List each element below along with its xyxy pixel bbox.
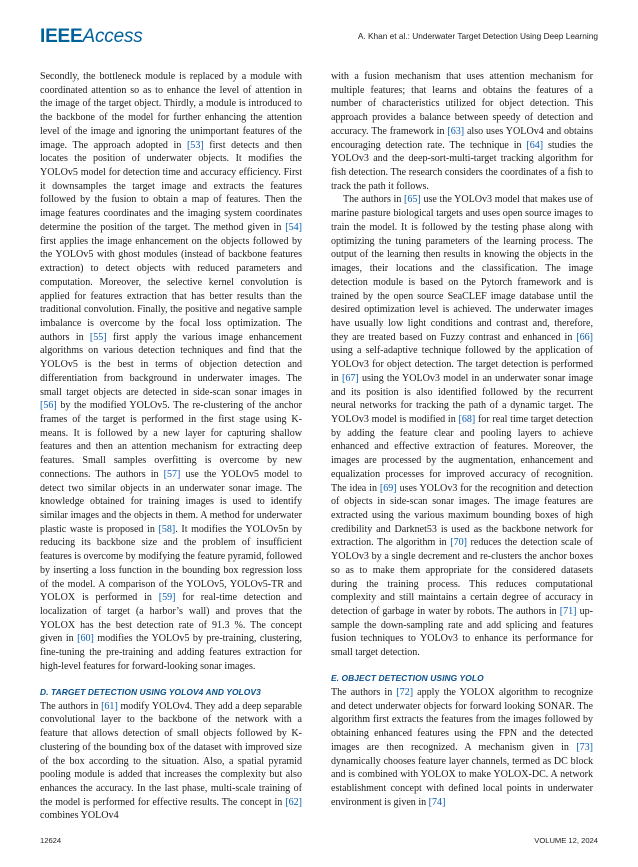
paragraph xyxy=(331,686,593,809)
text-run: Secondly, the bottleneck module is replaced by a module with coordinated attention so as to enhance the level of attention in the image of the target object. Thirdly, a module is introduced to the backbone of the model for further enhancing the attention level of the image and ignoring the unimportant features of the image. The approach adopted in xyxy=(40,71,302,151)
logo-ieee-text: IEEE xyxy=(40,26,83,47)
text-run: The authors in xyxy=(343,194,405,206)
logo-access-text: Access xyxy=(82,26,143,47)
paragraph xyxy=(331,70,593,193)
section-heading-e: E. OBJECT DETECTION USING YOLO xyxy=(331,672,484,683)
ieee-access-logo xyxy=(40,26,143,48)
citation-link[interactable]: [63] xyxy=(447,125,465,137)
text-run: up-sample the down-sampling rate and add splicing and features fusion techniques to YOLOv3 to enhance its performance for small target detection. xyxy=(331,606,594,659)
text-run: using the YOLOv3 model in an underwater sonar image and its position is also identified followed by the recurrent neural networks for tracking the path of a dynamic target. The YOLOv3 model is modified in xyxy=(331,372,594,425)
text-run: The authors in xyxy=(331,686,397,698)
citation-link[interactable]: [57] xyxy=(163,468,181,480)
citation-link[interactable]: [53] xyxy=(186,139,204,151)
section-heading-d: D. TARGET DETECTION USING YOLOV4 AND YOLOV3 xyxy=(40,686,261,697)
volume-info: VOLUME 12, 2024 xyxy=(534,836,598,845)
text-run: reduces the detection scale of YOLOv3 by a single decrement and re-clusters the anchor boxes so as to make them appropriate for the considered datasets during the training process. This reduces computational complexity and still maintains a certain degree of accuracy in detection of garbage in water by robots. The authors in xyxy=(331,537,593,618)
citation-link[interactable]: [65] xyxy=(404,194,421,206)
page-number: 12624 xyxy=(40,836,62,845)
text-run: modifies the YOLOv5 by pre-training, clustering, fine-tuning the pre-training and adding features extraction for high-level features for forward-looking sonar images. xyxy=(40,633,302,672)
text-run: first applies the image enhancement on the objects followed by the YOLOv5 with ghost modules (instead of backbone features extraction) to detect objects with reduced parameters and computation. Moreover, the selective kernel convolution is applied for features extraction that has better results than the traditional convolution. Finally, the positive and negative sample imbalance is overcome by the focal loss optimization. The authors in xyxy=(40,235,302,343)
citation-link[interactable]: [59] xyxy=(158,592,176,604)
text-run: with a fusion mechanism that uses attention mechanism for multiple features; that learns and obtains the features of a number of characteristics utilized for object detection. This approach provides a balance between speedy of detection and accuracy. The framework in xyxy=(331,71,593,137)
text-run: dynamically chooses feature layer channels, termed as DC block and is combined with YOLOX to make YOLOX-DC. A network establishment concept with defined local points in underwater environment is given in xyxy=(331,755,593,808)
paragraph xyxy=(331,193,593,659)
text-run: studies the YOLOv3 and the deep-sort-multi-target tracking algorithm for fish detection. The research considers the coordinates of a fish to track the path it follows. xyxy=(331,139,593,192)
left-column xyxy=(40,70,302,823)
citation-link[interactable]: [70] xyxy=(450,537,467,549)
citation-link[interactable]: [73] xyxy=(576,741,593,753)
text-run: apply the YOLOX algorithm to recognize and detect underwater objects for forward looking SONAR. The algorithm first extracts the features from the images followed by obtaining enhanced features using the FPN and the detected images are then recognized. A mechanism given in xyxy=(331,686,593,753)
citation-link[interactable]: [67] xyxy=(342,372,359,384)
text-run: also uses YOLOv4 and obtains encouraging detection rate. The technique in xyxy=(331,125,594,151)
citation-link[interactable]: [58] xyxy=(158,523,176,535)
paragraph xyxy=(40,700,302,823)
text-run: first detects and then locates the position of underwater objects. It modifies the YOLOv5 model for detection time and accuracy efficiency. First it downsamples the target image and extracts the features followed by the fusion to obtain a map of features. Then the image features coordinates and the imaging system coordinates determine the position of the target. The method given in xyxy=(40,139,302,233)
citation-link[interactable]: [68] xyxy=(458,413,476,425)
text-run: for real time target detection by adding the feature clear and pooling layers to achieve enhanced and effective extraction of features. Moreover, the images are processed by the augmentation, enhancement and equalization processes for improved accuracy of recognition. The idea in xyxy=(331,413,593,494)
citation-link[interactable]: [60] xyxy=(77,633,94,645)
page-header xyxy=(40,26,598,50)
citation-link[interactable]: [69] xyxy=(379,482,397,494)
citation-link[interactable]: [61] xyxy=(101,700,118,712)
citation-link[interactable]: [66] xyxy=(576,331,593,343)
citation-link[interactable]: [74] xyxy=(428,796,446,808)
citation-link[interactable]: [64] xyxy=(526,139,544,151)
text-run: combines YOLOv4 xyxy=(40,810,119,822)
text-run: using a self-adaptive technique followed by the application of YOLOv3 for object detection. The target detection is performed in xyxy=(331,345,593,384)
text-run: for real-time detection and localization of target (a harbor’s wall) and proves that the YOLOX has the best detection rate of 91.3 %. The concept given in xyxy=(40,592,302,645)
citation-link[interactable]: [62] xyxy=(285,796,302,808)
text-run: The authors in xyxy=(40,700,102,712)
text-run: use the YOLOv3 model that makes use of marine pasture biological targets and uses open source images to train the model. It is followed by the testing phase along with optimizing the tuning parameters of the learning process. The output of the learning then results in knowing the objects in the images, their locations and the classification. The image detection module is based on the Pytorch framework and is trained by the open source SeaCLEF image database until the desired optimization level is achieved. The underwater images have usually low light conditions and contrast and, therefore, they are treated based on Fuzzy contrast and enhanced in xyxy=(331,194,593,343)
running-title: A. Khan et al.: Underwater Target Detection Using Deep Learning xyxy=(357,31,598,41)
citation-link[interactable]: [55] xyxy=(89,331,107,343)
citation-link[interactable]: [71] xyxy=(559,606,577,618)
citation-link[interactable]: [54] xyxy=(285,221,302,233)
text-run: by the modified YOLOv5. The re-clustering of the anchor frames of the target is performed in the first stage using K-means. It is followed by a new layer for capturing shallow features and then an attention mechanism for extracting deep features. Small samples overfitting is overcome by new connections. The authors in xyxy=(40,400,302,480)
text-run: . It modifies the YOLOv5n by reducing its backbone size and the problem of insufficient features is overcome by modifying the feature pyramid, followed by inserting a loss function in the bounding box regression loss of the model. A comparison of the YOLOv5, YOLOv5-TR and YOLOX is performed in xyxy=(40,523,302,604)
text-run: uses YOLOv3 for the recognition and detection of objects in side-scan sonar images. The image features are extracted using the various maximum bounding boxes of high credibility and Darknet53 is used as the backbone network for extraction. The algorithm in xyxy=(331,482,593,549)
paragraph xyxy=(40,70,302,674)
right-column xyxy=(331,70,593,809)
text-run: modify YOLOv4. They add a deep separable convolutional layer to the backbone of the network with a feature that allows detection of small objects followed by K-clustering of the bounding box of the dataset with improved size of the box according to the situation. Also, a spatial pyramid pooling module is added that increases the complexity but also enhances the accuracy. In the last phase, multi-scale training of the model is performed for effective results. The concept in xyxy=(40,700,302,808)
citation-link[interactable]: [72] xyxy=(396,686,414,698)
text-run: first apply the various image enhancement algorithms on various detection techniques and find that the YOLOv5 is the best in terms of objection detection and differentiation from background in underwater images. The small target objects are detected in side-scan sonar images in xyxy=(40,331,302,398)
text-run: use the YOLOv5 model to detect two similar objects in an underwater sonar image. The knowledge obtained for training images is used to identify similar images and the objects in them. A method for underwater plastic waste is proposed in xyxy=(40,468,302,535)
citation-link[interactable]: [56] xyxy=(40,400,57,412)
